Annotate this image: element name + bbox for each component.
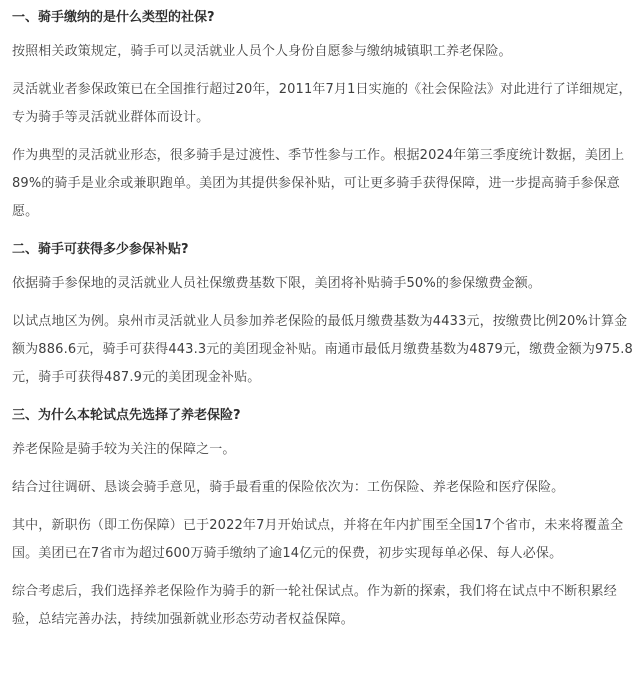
- paragraph: [12, 270, 630, 298]
- paragraph-line: 作为典型的灵活就业形态，很多骑手是过渡性、季节性参与工作。根据2024年第三季度统计数据，美团上: [12, 148, 625, 163]
- paragraph: [12, 436, 630, 464]
- paragraph: [12, 142, 630, 226]
- paragraph: [12, 474, 630, 502]
- section-heading-3: 三、为什么本轮试点先选择了养老保险?: [12, 408, 241, 423]
- paragraph-line: 以试点地区为例。泉州市灵活就业人员参加养老保险的最低月缴费基数为4433元，按缴费比例20%计算金: [12, 314, 628, 329]
- paragraph-line: 验，总结完善办法，持续加强新就业形态劳动者权益保障。: [12, 612, 354, 627]
- paragraph-line: 愿。: [12, 204, 39, 219]
- section-heading-1: 一、骑手缴纳的是什么类型的社保?: [12, 10, 215, 25]
- paragraph-line: 按照相关政策规定，骑手可以灵活就业人员个人身份自愿参与缴纳城镇职工养老保险。: [12, 44, 512, 59]
- paragraph-line: 结合过往调研、恳谈会骑手意见，骑手最看重的保险依次为：工伤保险、养老保险和医疗保险。: [12, 480, 565, 495]
- paragraph: [12, 76, 630, 132]
- paragraph: [12, 512, 630, 568]
- paragraph: [12, 38, 630, 66]
- paragraph-line: 依据骑手参保地的灵活就业人员社保缴费基数下限，美团将补贴骑手50%的参保缴费金额。: [12, 276, 542, 291]
- section-heading-2: 二、骑手可获得多少参保补贴?: [12, 242, 189, 257]
- paragraph-line: 其中，新职伤（即工伤保障）已于2022年7月开始试点，并将在年内扩围至全国17个省市，未来将覆盖全: [12, 518, 624, 533]
- paragraph-line: 专为骑手等灵活就业群体而设计。: [12, 110, 210, 125]
- paragraph-line: 元，骑手可获得487.9元的美团现金补贴。: [12, 370, 261, 385]
- paragraph: [12, 578, 630, 634]
- paragraph-line: 养老保险是骑手较为关注的保障之一。: [12, 442, 236, 457]
- paragraph: [12, 308, 633, 392]
- paragraph-line: 89%的骑手是业余或兼职跑单。美团为其提供参保补贴，可让更多骑手获得保障，进一步提高骑手参保意: [12, 176, 620, 191]
- paragraph-line: 综合考虑后，我们选择养老保险作为骑手的新一轮社保试点。作为新的探索，我们将在试点中不断积累经: [12, 584, 617, 599]
- paragraph-line: 灵活就业者参保政策已在全国推行超过20年，2011年7月1日实施的《社会保险法》对此进行了详细规定，: [12, 82, 632, 97]
- paragraph-line: 国。美团已在7省市为超过600万骑手缴纳了逾14亿元的保费，初步实现每单必保、每人必保。: [12, 546, 563, 561]
- paragraph-line: 额为886.6元，骑手可获得443.3元的美团现金补贴。南通市最低月缴费基数为4879元，缴费金额为975.8: [12, 342, 633, 357]
